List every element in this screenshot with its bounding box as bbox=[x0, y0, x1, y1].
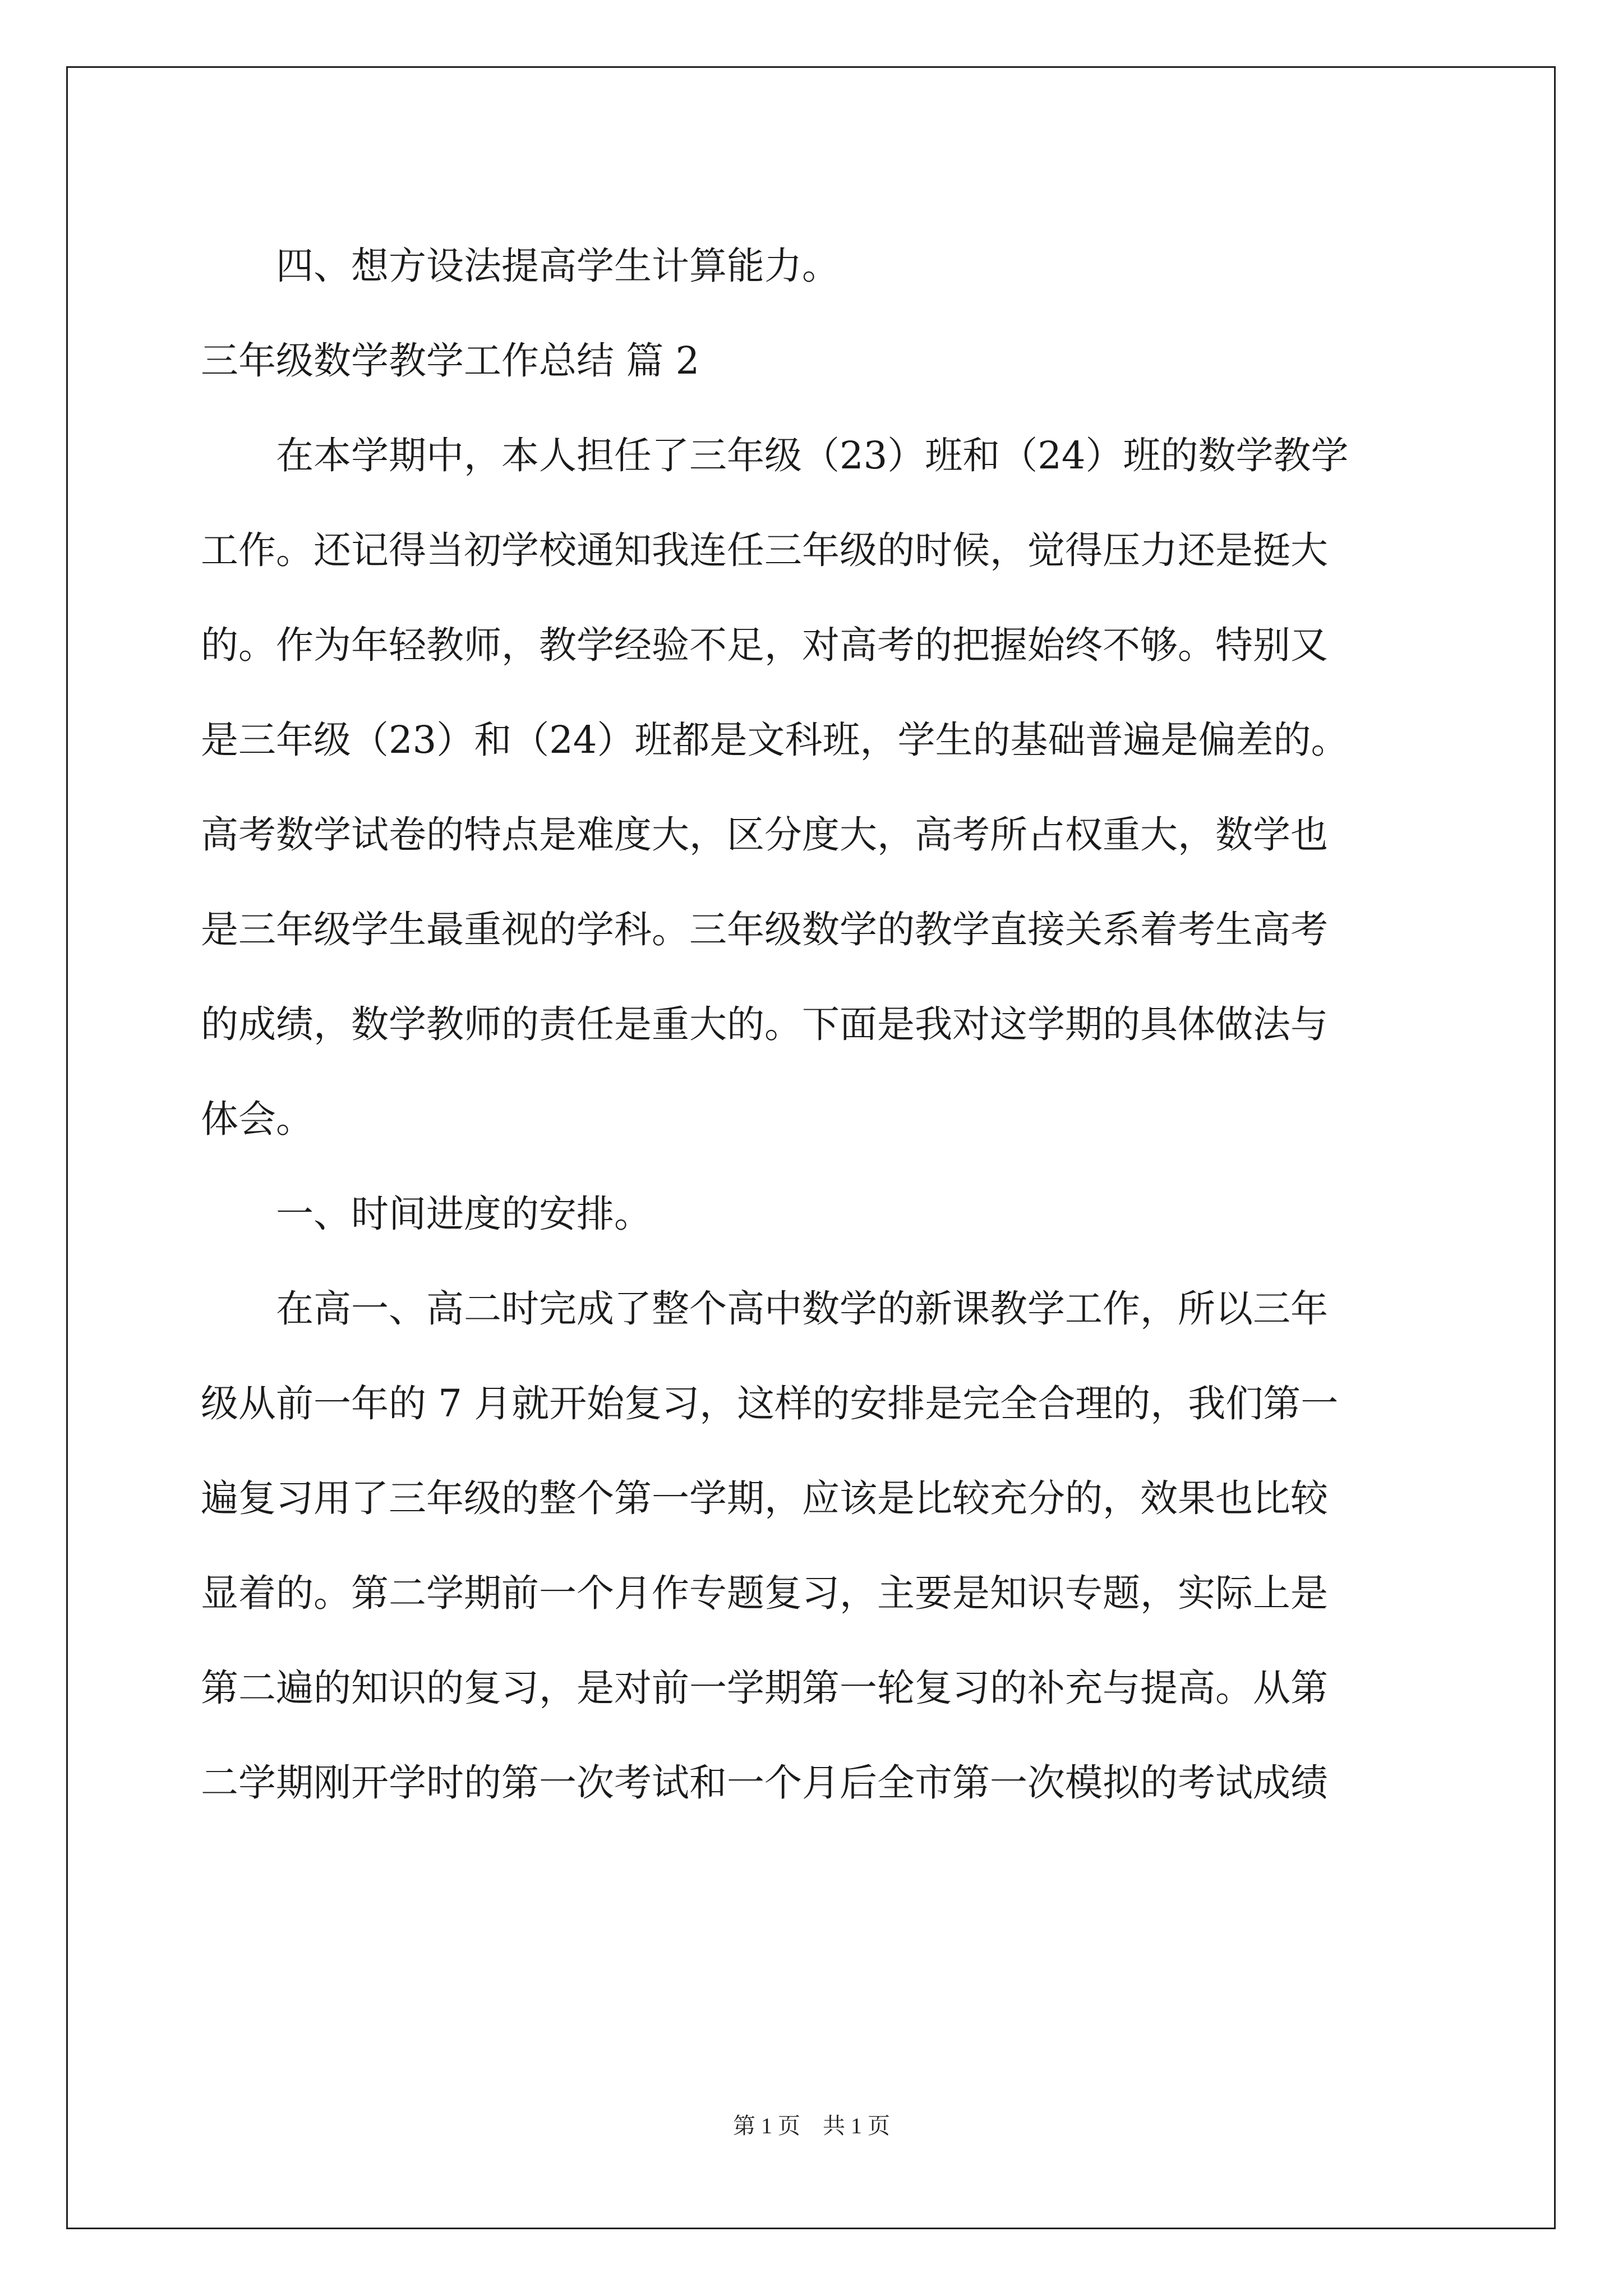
paragraph-line: 显着的。第二学期前一个月作专题复习，主要是知识专题，实际上是 bbox=[201, 1571, 1328, 1615]
paragraph-line: 是三年级学生最重视的学科。三年级数学的教学直接关系着考生高考 bbox=[201, 908, 1328, 951]
paragraph-line: 一、时间进度的安排。 bbox=[276, 1192, 652, 1236]
paragraph-line: 体会。 bbox=[201, 1097, 313, 1141]
section-heading: 三年级数学教学工作总结 篇 2 bbox=[201, 339, 700, 383]
paragraph-line: 四、想方设法提高学生计算能力。 bbox=[276, 244, 840, 288]
page-footer: 第 1 页 共 1 页 bbox=[733, 2113, 890, 2138]
paragraph-line: 是三年级（23）和（24）班都是文科班，学生的基础普遍是偏差的。 bbox=[201, 718, 1349, 762]
paragraph-line: 在高一、高二时完成了整个高中数学的新课教学工作，所以三年 bbox=[276, 1287, 1328, 1331]
paragraph-line: 高考数学试卷的特点是难度大，区分度大，高考所占权重大，数学也 bbox=[201, 813, 1328, 857]
paragraph-line: 在本学期中，本人担任了三年级（23）班和（24）班的数学教学 bbox=[276, 434, 1349, 477]
paragraph-line: 级从前一年的 7 月就开始复习，这样的安排是完全合理的，我们第一 bbox=[201, 1382, 1339, 1425]
paragraph-line: 工作。还记得当初学校通知我连任三年级的时候，觉得压力还是挺大 bbox=[201, 528, 1328, 572]
paragraph-line: 的成绩，数学教师的责任是重大的。下面是我对这学期的具体做法与 bbox=[201, 1002, 1328, 1046]
paragraph-line: 二学期刚开学时的第一次考试和一个月后全市第一次模拟的考试成绩 bbox=[201, 1761, 1328, 1805]
paragraph-line: 遍复习用了三年级的整个第一学期，应该是比较充分的，效果也比较 bbox=[201, 1476, 1328, 1520]
document-body bbox=[201, 219, 1424, 1830]
paragraph-line: 的。作为年轻教师，教学经验不足，对高考的把握始终不够。特别又 bbox=[201, 623, 1328, 667]
paragraph-line: 第二遍的知识的复习，是对前一学期第一轮复习的补充与提高。从第 bbox=[201, 1666, 1328, 1710]
